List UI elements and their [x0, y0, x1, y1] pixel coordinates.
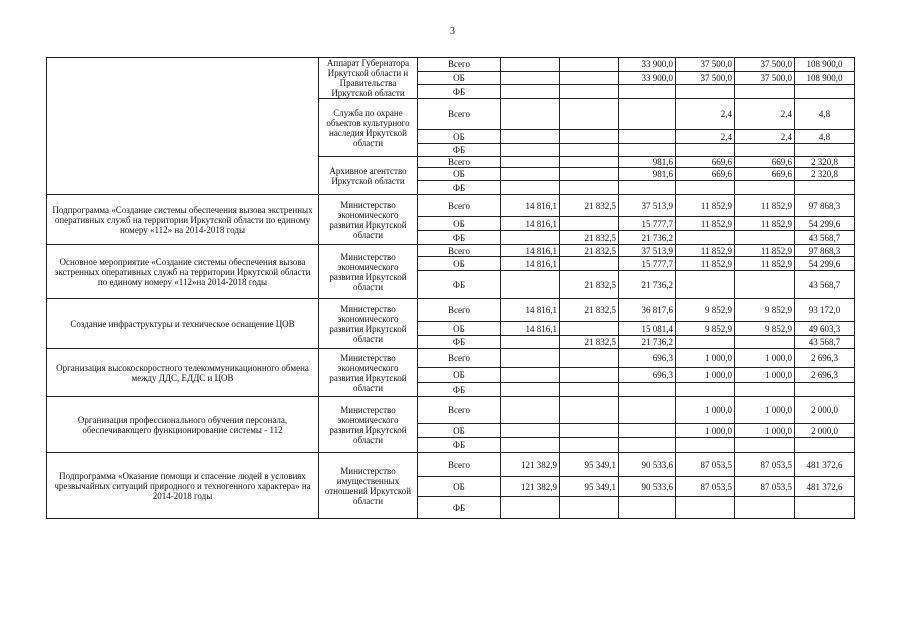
budget-table — [46, 57, 855, 519]
year-value-cell: 14 816,1 — [501, 257, 560, 271]
year-value-cell — [560, 424, 619, 438]
funding-source-cell: ОБ — [418, 477, 501, 497]
year-value-cell: 11 852,9 — [676, 257, 735, 271]
year-value-cell — [676, 181, 735, 195]
total-value-cell: 2 320,8 — [795, 157, 855, 168]
year-value-cell — [560, 85, 619, 99]
year-value-cell: 669,6 — [676, 168, 735, 181]
funding-source-cell: ОБ — [418, 368, 501, 383]
year-value-cell — [735, 144, 795, 157]
year-value-cell: 9 852,9 — [735, 299, 795, 322]
total-value-cell — [795, 85, 855, 99]
year-value-cell — [735, 271, 795, 299]
year-value-cell — [619, 497, 676, 519]
year-value-cell — [619, 438, 676, 453]
program-name-cell: Организация профессионального обучения персонала, обеспечивающего функционирование системы - 112 — [47, 397, 319, 453]
funding-source-cell: Всего — [418, 245, 501, 257]
year-value-cell: 21 832,5 — [560, 195, 619, 217]
funding-source-cell: ФБ — [418, 271, 501, 299]
year-value-cell — [501, 383, 560, 397]
year-value-cell — [560, 168, 619, 181]
year-value-cell: 21 832,5 — [560, 231, 619, 245]
year-value-cell: 669,6 — [735, 168, 795, 181]
year-value-cell — [560, 58, 619, 72]
year-value-cell: 2,4 — [676, 99, 735, 130]
funding-source-cell: ФБ — [418, 336, 501, 349]
year-value-cell: 1 000,0 — [735, 424, 795, 438]
executor-cell: Служба по охране объектов культурного наследия Иркутской области — [319, 99, 418, 157]
year-value-cell: 21 832,5 — [560, 271, 619, 299]
year-value-cell: 1 000,0 — [735, 397, 795, 424]
year-value-cell — [735, 336, 795, 349]
year-value-cell: 15 081,4 — [619, 322, 676, 336]
year-value-cell: 21 736,2 — [619, 271, 676, 299]
program-name-cell — [47, 58, 319, 195]
year-value-cell — [735, 438, 795, 453]
year-value-cell: 37 500,0 — [735, 71, 795, 85]
year-value-cell: 37 500,0 — [676, 71, 735, 85]
funding-source-cell: ФБ — [418, 181, 501, 195]
year-value-cell: 2,4 — [676, 130, 735, 144]
year-value-cell — [501, 85, 560, 99]
executor-cell: Министерство экономического развития Иркутской области — [319, 349, 418, 397]
funding-source-cell: ФБ — [418, 497, 501, 519]
year-value-cell: 21 736,2 — [619, 231, 676, 245]
year-value-cell: 11 852,9 — [676, 245, 735, 257]
year-value-cell — [676, 144, 735, 157]
year-value-cell: 87 053,5 — [676, 477, 735, 497]
funding-source-cell: ФБ — [418, 231, 501, 245]
year-value-cell: 33 900,0 — [619, 71, 676, 85]
program-name-cell: Подпрограмма «Оказание помощи и спасение людей в условиях чрезвычайных ситуаций природного и техногенного характера» на 2014-2018 годы — [47, 453, 319, 519]
year-value-cell: 90 533,6 — [619, 477, 676, 497]
total-value-cell — [795, 383, 855, 397]
year-value-cell: 11 852,9 — [676, 217, 735, 231]
total-value-cell: 93 172,0 — [795, 299, 855, 322]
year-value-cell: 14 816,1 — [501, 322, 560, 336]
total-value-cell: 4,8 — [795, 99, 855, 130]
year-value-cell: 1 000,0 — [676, 349, 735, 368]
year-value-cell — [676, 497, 735, 519]
funding-source-cell: Всего — [418, 195, 501, 217]
year-value-cell — [676, 438, 735, 453]
page-number: 3 — [450, 26, 455, 37]
table-row — [47, 245, 855, 257]
year-value-cell — [619, 99, 676, 130]
year-value-cell — [735, 181, 795, 195]
table-row — [47, 58, 855, 72]
executor-cell: Архивное агентство Иркутской области — [319, 157, 418, 195]
year-value-cell — [560, 397, 619, 424]
total-value-cell: 108 900,0 — [795, 58, 855, 72]
funding-source-cell: ОБ — [418, 322, 501, 336]
year-value-cell — [560, 349, 619, 368]
year-value-cell: 87 053,5 — [735, 453, 795, 477]
year-value-cell — [501, 144, 560, 157]
executor-cell: Министерство экономического развития Иркутской области — [319, 245, 418, 299]
year-value-cell — [560, 322, 619, 336]
year-value-cell: 87 053,5 — [676, 453, 735, 477]
year-value-cell: 669,6 — [735, 157, 795, 168]
year-value-cell — [560, 157, 619, 168]
year-value-cell — [560, 257, 619, 271]
total-value-cell — [795, 497, 855, 519]
program-name-cell: Подпрограмма «Создание системы обеспечения вызова экстренных оперативных служб на территории Иркутской области по единому номеру «112» на 2014-2018 годы — [47, 195, 319, 245]
year-value-cell: 37 513,9 — [619, 245, 676, 257]
year-value-cell — [560, 368, 619, 383]
year-value-cell: 696,3 — [619, 368, 676, 383]
year-value-cell — [560, 144, 619, 157]
table-row — [47, 299, 855, 322]
funding-source-cell: Всего — [418, 157, 501, 168]
year-value-cell: 11 852,9 — [735, 195, 795, 217]
year-value-cell: 87 053,5 — [735, 477, 795, 497]
year-value-cell — [676, 271, 735, 299]
year-value-cell — [501, 71, 560, 85]
funding-source-cell: Всего — [418, 299, 501, 322]
year-value-cell: 33 900,0 — [619, 58, 676, 72]
year-value-cell: 15 777,7 — [619, 257, 676, 271]
year-value-cell: 21 832,5 — [560, 245, 619, 257]
year-value-cell: 95 349,1 — [560, 477, 619, 497]
year-value-cell: 121 382,9 — [501, 453, 560, 477]
year-value-cell — [501, 157, 560, 168]
year-value-cell — [619, 424, 676, 438]
year-value-cell: 669,6 — [676, 157, 735, 168]
year-value-cell: 1 000,0 — [676, 424, 735, 438]
year-value-cell: 981,6 — [619, 168, 676, 181]
year-value-cell — [560, 438, 619, 453]
year-value-cell — [501, 168, 560, 181]
year-value-cell: 36 817,6 — [619, 299, 676, 322]
year-value-cell — [619, 85, 676, 99]
year-value-cell: 95 349,1 — [560, 453, 619, 477]
year-value-cell — [501, 497, 560, 519]
funding-source-cell: ФБ — [418, 438, 501, 453]
total-value-cell — [795, 438, 855, 453]
total-value-cell: 2 696,3 — [795, 368, 855, 383]
program-name-cell: Основное мероприятие «Создание системы обеспечения вызова экстренных оперативных служб на территории Иркутской области по единому номеру «112»на 2014-2018 годы — [47, 245, 319, 299]
year-value-cell — [560, 383, 619, 397]
year-value-cell: 21 736,2 — [619, 336, 676, 349]
year-value-cell: 14 816,1 — [501, 195, 560, 217]
total-value-cell: 108 900,0 — [795, 71, 855, 85]
funding-source-cell: Всего — [418, 349, 501, 368]
year-value-cell: 14 816,1 — [501, 245, 560, 257]
year-value-cell: 1 000,0 — [676, 397, 735, 424]
year-value-cell: 696,3 — [619, 349, 676, 368]
total-value-cell: 43 568,7 — [795, 271, 855, 299]
year-value-cell — [619, 144, 676, 157]
funding-source-cell: ОБ — [418, 168, 501, 181]
executor-cell: Министерство экономического развития Иркутской области — [319, 397, 418, 453]
total-value-cell: 2 000,0 — [795, 397, 855, 424]
total-value-cell: 49 603,3 — [795, 322, 855, 336]
year-value-cell — [501, 231, 560, 245]
funding-source-cell: Всего — [418, 99, 501, 130]
program-name-cell: Создание инфраструктуры и техническое оснащение ЦОВ — [47, 299, 319, 349]
year-value-cell — [501, 438, 560, 453]
total-value-cell — [795, 181, 855, 195]
year-value-cell — [501, 397, 560, 424]
total-value-cell: 97 868,3 — [795, 195, 855, 217]
year-value-cell — [560, 181, 619, 195]
year-value-cell: 37 513,9 — [619, 195, 676, 217]
executor-cell: Министерство имущественных отношений Иркутской области — [319, 453, 418, 519]
year-value-cell — [676, 336, 735, 349]
funding-source-cell: ОБ — [418, 257, 501, 271]
funding-source-cell: Всего — [418, 397, 501, 424]
total-value-cell: 4,8 — [795, 130, 855, 144]
year-value-cell — [676, 85, 735, 99]
year-value-cell — [501, 99, 560, 130]
year-value-cell: 37 500,0 — [735, 58, 795, 72]
year-value-cell — [619, 383, 676, 397]
year-value-cell: 14 816,1 — [501, 299, 560, 322]
funding-source-cell: ОБ — [418, 71, 501, 85]
year-value-cell: 11 852,9 — [676, 195, 735, 217]
year-value-cell — [501, 181, 560, 195]
year-value-cell — [676, 383, 735, 397]
total-value-cell: 97 868,3 — [795, 245, 855, 257]
year-value-cell — [560, 217, 619, 231]
table-row — [47, 195, 855, 217]
year-value-cell: 2,4 — [735, 130, 795, 144]
total-value-cell: 2 696,3 — [795, 349, 855, 368]
total-value-cell: 481 372,6 — [795, 477, 855, 497]
year-value-cell: 15 777,7 — [619, 217, 676, 231]
year-value-cell: 11 852,9 — [735, 257, 795, 271]
year-value-cell — [501, 271, 560, 299]
year-value-cell — [735, 497, 795, 519]
year-value-cell: 1 000,0 — [735, 349, 795, 368]
program-name-cell: Организация высокоскоростного телекоммуникационного обмена между ДДС, ЕДДС и ЦОВ — [47, 349, 319, 397]
year-value-cell — [501, 130, 560, 144]
year-value-cell: 9 852,9 — [676, 322, 735, 336]
year-value-cell: 14 816,1 — [501, 217, 560, 231]
total-value-cell: 54 299,6 — [795, 217, 855, 231]
funding-source-cell: ОБ — [418, 130, 501, 144]
year-value-cell — [560, 71, 619, 85]
funding-source-cell: ФБ — [418, 85, 501, 99]
year-value-cell — [735, 85, 795, 99]
year-value-cell: 21 832,5 — [560, 299, 619, 322]
funding-source-cell: Всего — [418, 58, 501, 72]
total-value-cell: 481 372,6 — [795, 453, 855, 477]
year-value-cell — [501, 349, 560, 368]
year-value-cell: 2,4 — [735, 99, 795, 130]
year-value-cell: 1 000,0 — [676, 368, 735, 383]
executor-cell: Аппарат Губернатора Иркутской области и Правительства Иркутской области — [319, 58, 418, 99]
total-value-cell: 2 320,8 — [795, 168, 855, 181]
table-row — [47, 453, 855, 477]
year-value-cell — [560, 130, 619, 144]
funding-source-cell: ФБ — [418, 383, 501, 397]
funding-source-cell: ОБ — [418, 217, 501, 231]
funding-source-cell: Всего — [418, 453, 501, 477]
funding-source-cell: ФБ — [418, 144, 501, 157]
year-value-cell: 9 852,9 — [676, 299, 735, 322]
funding-source-cell: ОБ — [418, 424, 501, 438]
total-value-cell: 2 000,0 — [795, 424, 855, 438]
year-value-cell — [501, 336, 560, 349]
year-value-cell: 11 852,9 — [735, 245, 795, 257]
year-value-cell: 90 533,6 — [619, 453, 676, 477]
year-value-cell: 981,6 — [619, 157, 676, 168]
year-value-cell — [501, 368, 560, 383]
total-value-cell: 43 568,7 — [795, 231, 855, 245]
year-value-cell — [560, 497, 619, 519]
year-value-cell — [501, 58, 560, 72]
year-value-cell — [501, 424, 560, 438]
year-value-cell — [676, 231, 735, 245]
year-value-cell — [619, 130, 676, 144]
year-value-cell — [619, 397, 676, 424]
total-value-cell: 43 568,7 — [795, 336, 855, 349]
year-value-cell — [560, 99, 619, 130]
year-value-cell: 37 500,0 — [676, 58, 735, 72]
year-value-cell: 121 382,9 — [501, 477, 560, 497]
year-value-cell: 21 832,5 — [560, 336, 619, 349]
table-row — [47, 397, 855, 424]
executor-cell: Министерство экономического развития Иркутской области — [319, 299, 418, 349]
year-value-cell — [735, 231, 795, 245]
year-value-cell: 9 852,9 — [735, 322, 795, 336]
total-value-cell — [795, 144, 855, 157]
table-row — [47, 349, 855, 368]
year-value-cell: 1 000,0 — [735, 368, 795, 383]
total-value-cell: 54 299,6 — [795, 257, 855, 271]
year-value-cell: 11 852,9 — [735, 217, 795, 231]
executor-cell: Министерство экономического развития Иркутской области — [319, 195, 418, 245]
year-value-cell — [735, 383, 795, 397]
year-value-cell — [619, 181, 676, 195]
